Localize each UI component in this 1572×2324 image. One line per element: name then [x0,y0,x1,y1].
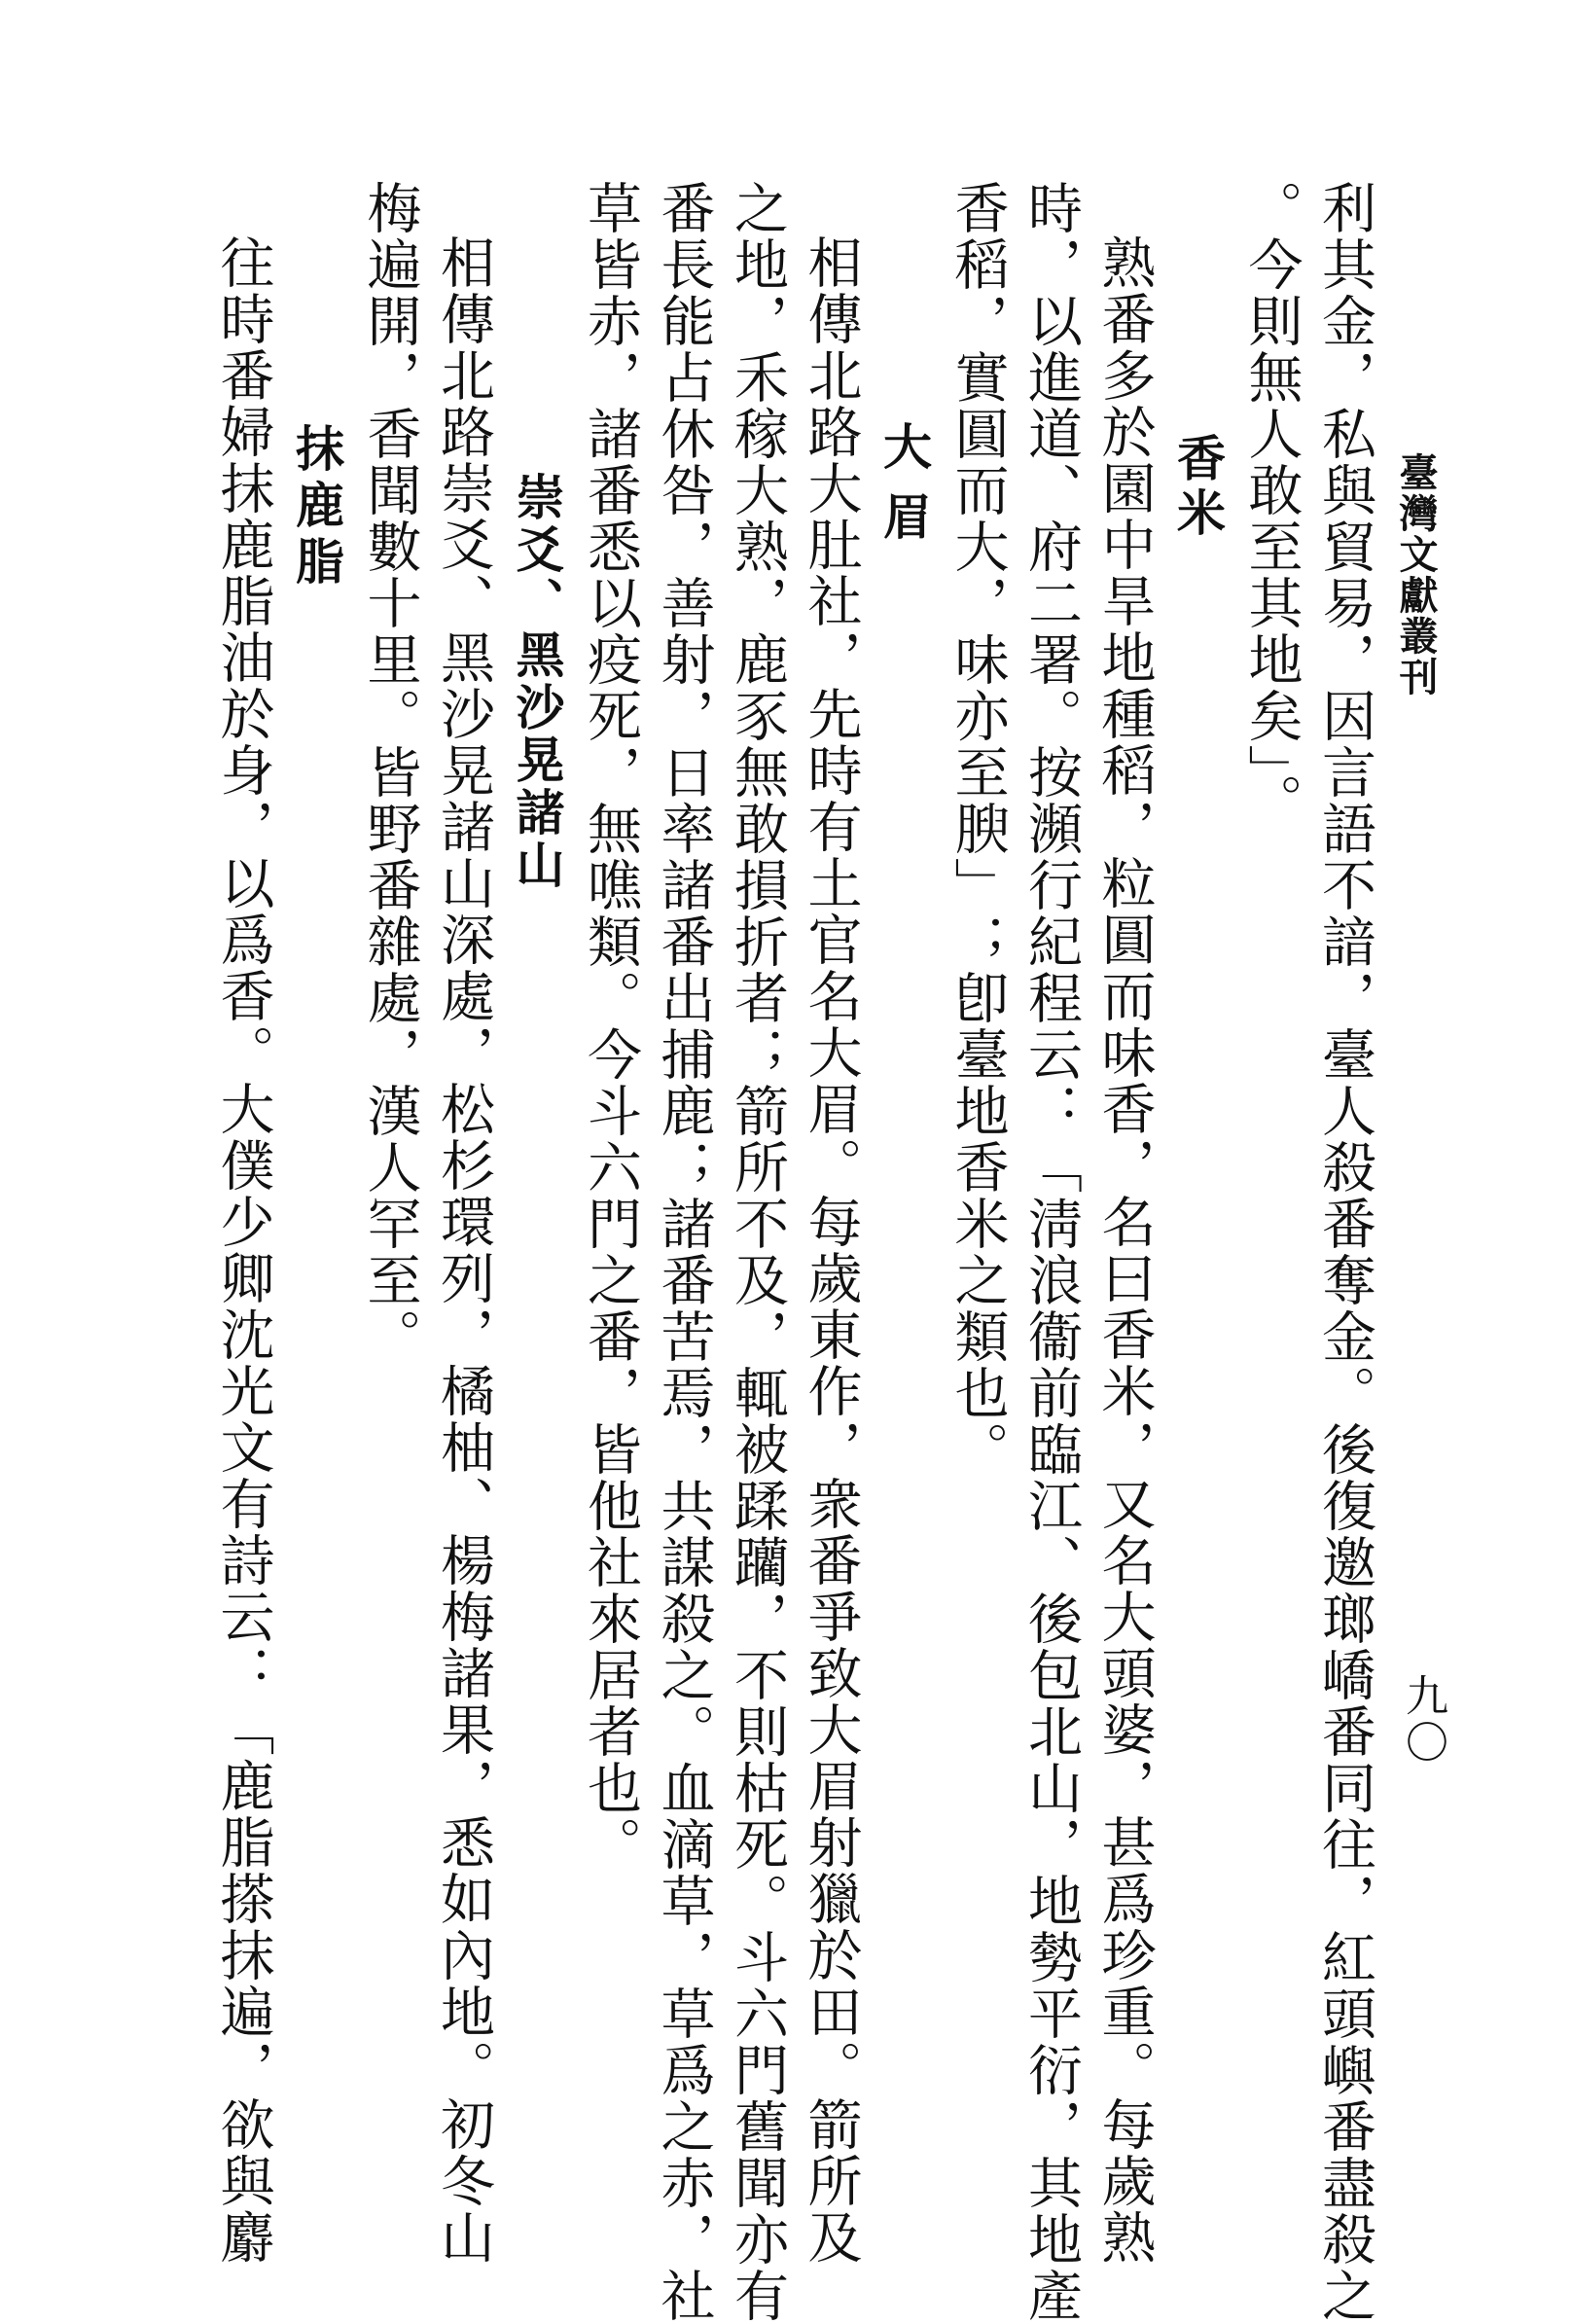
paragraph-first-line: 相傳北路大肚社，先時有土官名大眉。每歲東作，衆番爭致大眉射獵於田。箭所及 [799,234,863,2266]
section-heading-damei: 大眉 [875,421,933,561]
section-heading-moluzhi: 抹鹿脂 [288,423,345,592]
paragraph-first-line: 相傳北路崇爻、黑沙晃諸山深處，松杉環列，橘柚、楊梅諸果，悉如內地。初冬山 [432,234,495,2266]
paragraph-first-line: 往時番婦抹鹿脂油於身，以爲香。大僕少卿沈光文有詩云：「鹿脂搽抹遍，欲與麝 [211,234,275,2266]
text-line: 利其金，私與貿易，因言語不諳，臺人殺番奪金。後復邀瑯嶠番同往，紅頭嶼番盡殺之 [1313,180,1376,2324]
text-line: 梅遍開，香聞數十里。皆野番雜處，漢人罕至。 [358,180,422,1365]
running-header-title: 臺灣文獻叢刊 [1393,452,1439,697]
text-line: 時，以進道、府二署。按瀕行紀程云：「淸浪衞前臨江、後包北山，地勢平衍，其地產 [1019,180,1083,2324]
page-number: 九〇 [1398,1673,1447,1767]
vertical-text-body [146,180,1381,2324]
text-line: 香稻，實圓而大，味亦至腴」；卽臺地香米之類也。 [946,180,1010,1478]
text-line: 番長能占休咎，善射，日率諸番出捕鹿；諸番苦焉，共謀殺之。血滴草，草爲之赤，社 [652,180,716,2324]
section-heading-xiangmi: 香米 [1169,433,1227,542]
paragraph-first-line: 熟番多於園中旱地種稻，粒圓而味香，名曰香米，又名大頭婆，甚爲珍重。每歲熟 [1092,234,1157,2266]
section-heading-chongyao: 崇爻、黑沙晃諸山 [508,472,566,892]
text-line: 之地，禾稼大熟，鹿豕無敢損折者；箭所不及，輒被蹂躪，不則枯死。斗六門舊聞亦有 [726,180,789,2324]
text-line: 草皆赤，諸番悉以疫死，無噍類。今斗六門之番，皆他社來居者也。 [579,180,642,1873]
text-line: 。今則無人敢至其地矣」。 [1239,180,1304,830]
